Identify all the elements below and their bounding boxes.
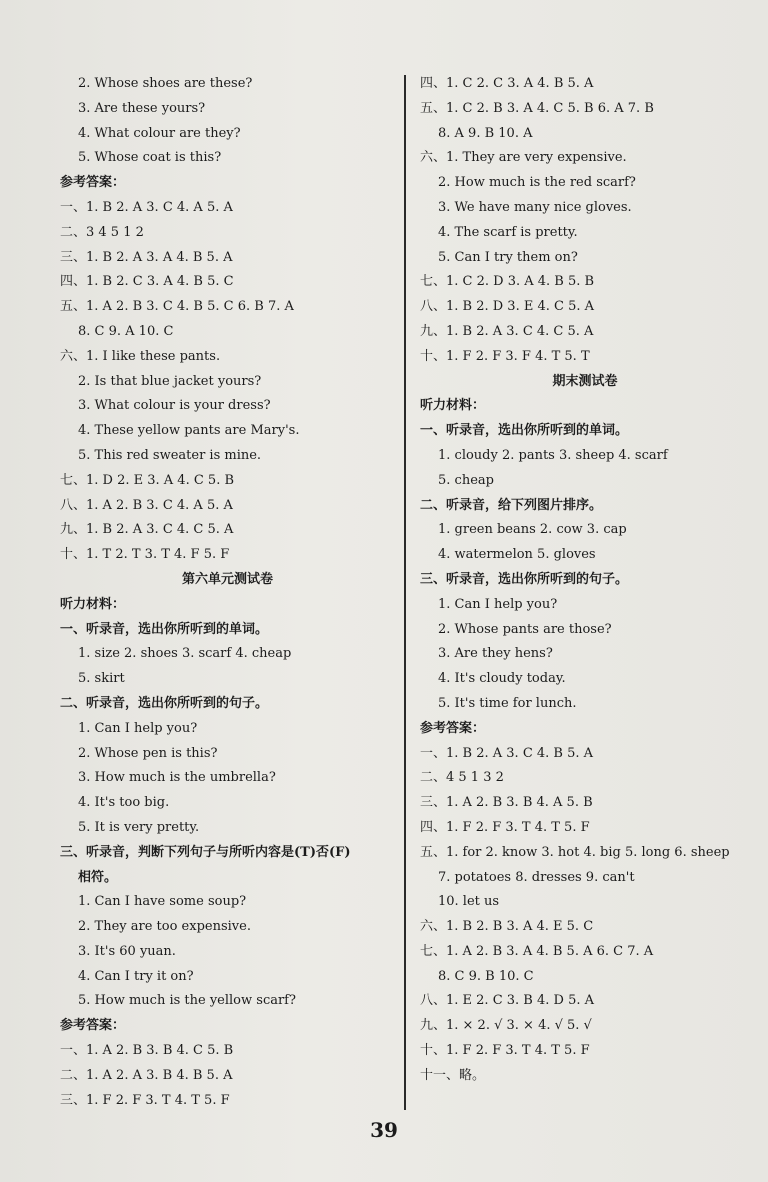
text-line: 4. These yellow pants are Mary's. (78, 423, 300, 439)
text-line: 二、3 4 5 1 2 (60, 224, 144, 240)
right-column (420, 72, 750, 1089)
section-heading: 听力材料： (420, 398, 486, 414)
left-column (60, 72, 395, 1113)
text-line: 一、1. B 2. A 3. C 4. B 5. A (420, 745, 594, 761)
page-number: 39 (370, 1118, 398, 1142)
section-heading: 三、听录音，选出你所听到的句子。 (420, 571, 629, 587)
text-line: 5. cheap (438, 472, 494, 488)
text-line: 8. C 9. A 10. C (78, 323, 174, 339)
text-line: 3. Are they hens? (438, 646, 553, 662)
text-line: 4. Can I try it on? (78, 968, 194, 984)
text-line: 5. This red sweater is mine. (78, 447, 262, 463)
section-heading: 相符。 (78, 869, 118, 885)
section-heading: 一、听录音，选出你所听到的单词。 (60, 621, 269, 637)
text-line: 10. let us (438, 894, 500, 910)
text-line: 七、1. A 2. B 3. A 4. B 5. A 6. C 7. A (420, 943, 654, 959)
text-line: 3. What colour is your dress? (78, 398, 271, 414)
text-line: 一、1. B 2. A 3. C 4. A 5. A (60, 199, 233, 215)
text-line: 四、1. F 2. F 3. T 4. T 5. F (420, 819, 590, 835)
text-line: 三、1. A 2. B 3. B 4. A 5. B (420, 795, 593, 811)
text-line: 8. C 9. B 10. C (438, 968, 534, 984)
text-line: 二、4 5 1 3 2 (420, 770, 504, 786)
text-line: 九、1. B 2. A 3. C 4. C 5. A (420, 323, 594, 339)
text-line: 1. Can I help you? (78, 720, 198, 736)
text-line: 8. A 9. B 10. A (438, 125, 533, 141)
text-line: 七、1. D 2. E 3. A 4. C 5. B (60, 472, 235, 488)
text-line: 六、1. I like these pants. (60, 348, 221, 364)
text-line: 3. Are these yours? (78, 100, 206, 116)
text-line: 2. Whose pen is this? (78, 745, 218, 761)
text-line: 5. Whose coat is this? (78, 150, 222, 166)
section-heading: 一、听录音，选出你所听到的单词。 (420, 423, 629, 439)
text-line: 5. How much is the yellow scarf? (78, 993, 296, 1009)
text-line: 3. It's 60 yuan. (78, 943, 176, 959)
text-line: 4. It's too big. (78, 795, 170, 811)
text-line: 六、1. B 2. B 3. A 4. E 5. C (420, 919, 594, 935)
text-line: 1. size 2. shoes 3. scarf 4. cheap (78, 646, 292, 662)
section-heading: 三、听录音，判断下列句子与所听内容是(T)否(F) (60, 844, 351, 860)
section-heading: 二、听录音，选出你所听到的句子。 (60, 695, 269, 711)
text-line: 三、1. F 2. F 3. T 4. T 5. F (60, 1092, 230, 1108)
text-line: 2. Whose shoes are these? (78, 76, 253, 91)
text-line: 五、1. A 2. B 3. C 4. B 5. C 6. B 7. A (60, 299, 294, 315)
text-line: 一、1. A 2. B 3. B 4. C 5. B (60, 1043, 234, 1059)
text-line: 5. It is very pretty. (78, 819, 200, 835)
text-line: 四、1. B 2. C 3. A 4. B 5. C (60, 274, 234, 290)
text-line: 七、1. C 2. D 3. A 4. B 5. B (420, 274, 595, 290)
section-heading: 参考答案： (60, 1018, 126, 1034)
text-line: 2. How much is the red scarf? (438, 175, 636, 191)
text-line: 十一、略。 (420, 1067, 486, 1083)
section-title: 期末测试卷 (552, 373, 618, 389)
text-line: 八、1. A 2. B 3. C 4. A 5. A (60, 497, 233, 513)
text-line: 九、1. B 2. A 3. C 4. C 5. A (60, 522, 234, 538)
text-line: 2. Whose pants are those? (438, 621, 612, 637)
text-line: 3. How much is the umbrella? (78, 770, 276, 786)
section-title: 第六单元测试卷 (181, 571, 273, 587)
section-heading: 二、听录音，给下列图片排序。 (420, 497, 603, 513)
text-line: 二、1. A 2. A 3. B 4. B 5. A (60, 1067, 233, 1083)
text-line: 1. Can I have some soup? (78, 894, 247, 910)
section-heading: 听力材料： (60, 596, 126, 612)
text-line: 六、1. They are very expensive. (420, 150, 627, 166)
text-line: 4. The scarf is pretty. (438, 224, 578, 240)
text-line: 五、1. for 2. know 3. hot 4. big 5. long 6. sheep (420, 844, 730, 860)
section-heading: 参考答案： (420, 720, 486, 736)
text-line: 十、1. F 2. F 3. T 4. T 5. F (420, 1043, 590, 1059)
text-line: 1. green beans 2. cow 3. cap (438, 522, 627, 538)
text-line: 三、1. B 2. A 3. A 4. B 5. A (60, 249, 233, 265)
text-line: 5. Can I try them on? (438, 249, 578, 265)
text-line: 十、1. T 2. T 3. T 4. F 5. F (60, 547, 230, 563)
text-line: 5. It's time for lunch. (438, 695, 577, 711)
text-line: 九、1. × 2. √ 3. × 4. √ 5. √ (420, 1018, 592, 1034)
text-line: 八、1. E 2. C 3. B 4. D 5. A (420, 993, 595, 1009)
text-line: 十、1. F 2. F 3. F 4. T 5. T (420, 348, 590, 364)
text-line: 4. It's cloudy today. (438, 671, 566, 687)
section-heading: 参考答案： (60, 175, 126, 191)
text-line: 八、1. B 2. D 3. E 4. C 5. A (420, 299, 595, 315)
text-line: 3. We have many nice gloves. (438, 199, 632, 215)
text-line: 4. watermelon 5. gloves (438, 547, 596, 563)
text-line: 五、1. C 2. B 3. A 4. C 5. B 6. A 7. B (420, 100, 654, 116)
text-line: 2. They are too expensive. (78, 919, 251, 935)
text-line: 7. potatoes 8. dresses 9. can't (438, 869, 635, 885)
text-line: 2. Is that blue jacket yours? (78, 373, 262, 389)
text-line: 4. What colour are they? (78, 125, 241, 141)
text-line: 5. skirt (78, 671, 125, 687)
text-line: 1. Can I help you? (438, 596, 558, 612)
text-line: 1. cloudy 2. pants 3. sheep 4. scarf (438, 447, 668, 463)
column-divider (404, 75, 406, 1110)
text-line: 四、1. C 2. C 3. A 4. B 5. A (420, 76, 594, 91)
